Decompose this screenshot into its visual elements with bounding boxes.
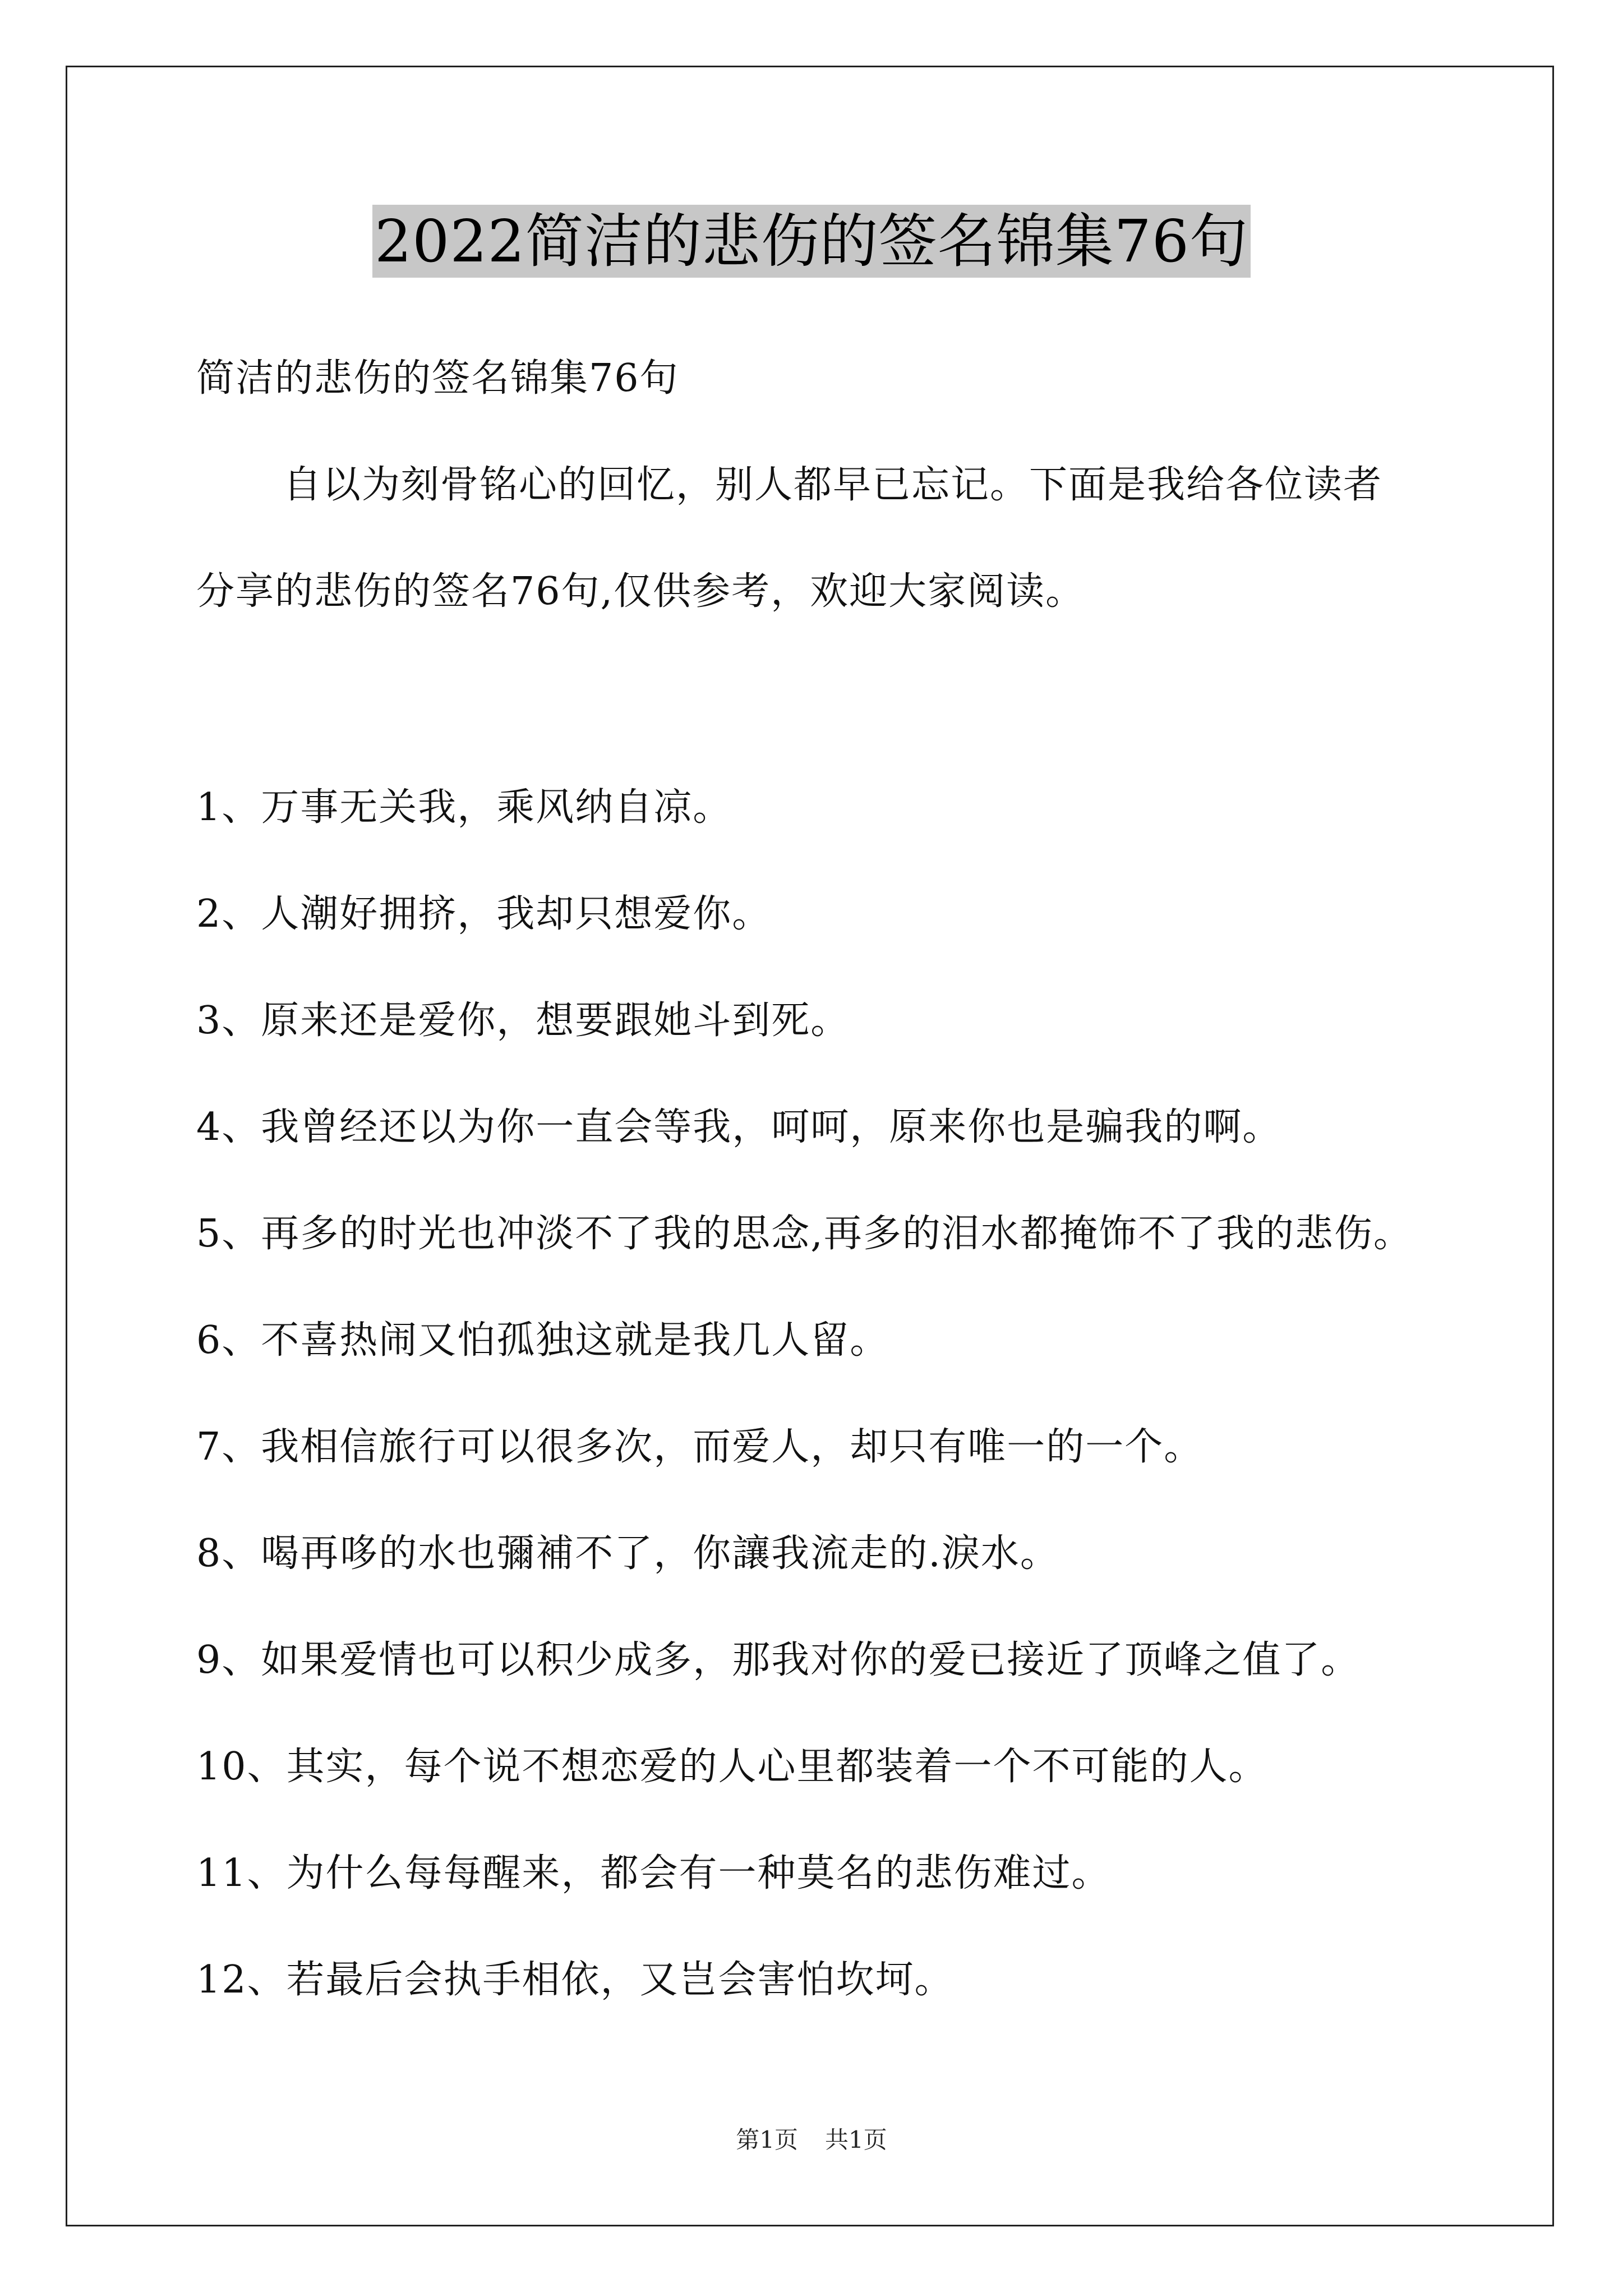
page-footer bbox=[0, 2126, 1623, 2154]
list-item: 3、原来还是爱你，想要跟她斗到死。 bbox=[196, 999, 850, 1043]
title-container bbox=[0, 205, 1623, 278]
list-item: 9、如果爱情也可以积少成多，那我对你的爱已接近了顶峰之值了。 bbox=[196, 1638, 1361, 1682]
document-title: 2022简洁的悲伤的签名锦集76句 bbox=[372, 205, 1251, 278]
page-total: 共1页 bbox=[825, 2126, 887, 2154]
list-item: 7、我相信旅行可以很多次，而爱人，却只有唯一的一个。 bbox=[196, 1425, 1204, 1469]
list-item: 5、再多的时光也冲淡不了我的思念,再多的泪水都掩饰不了我的悲伤。 bbox=[196, 1212, 1413, 1256]
page-number: 第1页 bbox=[736, 2126, 798, 2154]
list-item: 1、万事无关我，乘风纳自凉。 bbox=[196, 785, 732, 830]
list-item: 8、喝再哆的水也彌補不了，你讓我流走的.淚水。 bbox=[196, 1531, 1059, 1576]
list-item: 11、为什么每每醒来，都会有一种莫名的悲伤难过。 bbox=[196, 1851, 1111, 1895]
intro-line-2: 分享的悲伤的签名76句,仅供参考，欢迎大家阅读。 bbox=[196, 569, 1085, 614]
list-item: 10、其实，每个说不想恋爱的人心里都装着一个不可能的人。 bbox=[196, 1745, 1268, 1789]
intro-line-1: 自以为刻骨铭心的回忆，别人都早已忘记。下面是我给各位读者 bbox=[283, 463, 1383, 507]
list-item: 12、若最后会执手相依，又岂会害怕坎坷。 bbox=[196, 1958, 954, 2002]
list-item: 2、人潮好拥挤，我却只想爱你。 bbox=[196, 892, 772, 936]
document-subtitle: 简洁的悲伤的签名锦集76句 bbox=[196, 356, 679, 401]
list-item: 4、我曾经还以为你一直会等我，呵呵，原来你也是骗我的啊。 bbox=[196, 1105, 1282, 1149]
list-item: 6、不喜热闹又怕孤独这就是我几人留。 bbox=[196, 1318, 889, 1363]
